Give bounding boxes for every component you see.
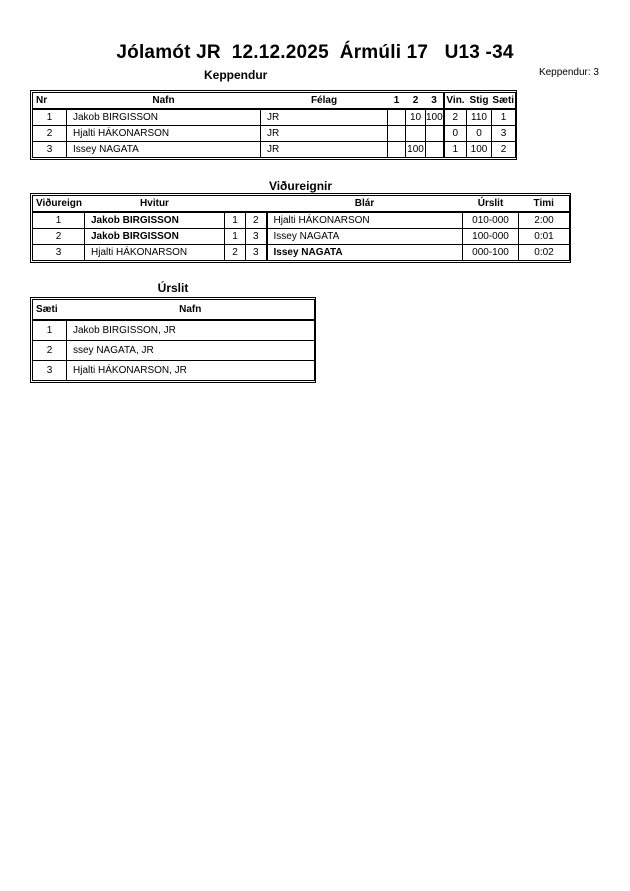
cell-nafn: Issey NAGATA [67, 142, 261, 158]
keppendur-table-grid [32, 92, 516, 158]
cell-round-3 [426, 142, 444, 158]
keppendur-table [30, 90, 517, 160]
urslit-header-row [33, 300, 315, 321]
table-row [33, 109, 516, 126]
col-header-hvitur: Hvitur [85, 196, 225, 213]
cell-saeti: 3 [33, 361, 67, 381]
vidureignir-table [30, 193, 571, 263]
cell-round-1 [388, 109, 406, 126]
participants-count: Keppendur: 3 [538, 67, 599, 78]
table-row [33, 126, 516, 142]
cell-urslit: 010-000 [463, 212, 519, 229]
cell-nr: 3 [33, 142, 67, 158]
col-header-spacer [225, 196, 246, 213]
table-row [33, 142, 516, 158]
urslit-section-title: Úrslit [157, 281, 189, 295]
col-header-urslit: Úrslit [463, 196, 519, 213]
cell-timi: 0:02 [519, 245, 570, 261]
col-header-vidureign: Viðureign [33, 196, 85, 213]
cell-urslit: 000-100 [463, 245, 519, 261]
cell-hvitur-nr: 1 [225, 229, 246, 245]
cell-stig: 0 [467, 126, 492, 142]
urslit-table [30, 297, 316, 383]
cell-blar-name: Hjalti HÁKONARSON [267, 212, 463, 229]
cell-blar-nr: 3 [246, 245, 267, 261]
cell-urslit: 100-000 [463, 229, 519, 245]
col-header-saeti: Sæti [33, 300, 67, 321]
col-header-round-3: 3 [426, 93, 444, 110]
cell-timi: 0:01 [519, 229, 570, 245]
cell-saeti: 1 [492, 109, 516, 126]
cell-vin: 2 [444, 109, 467, 126]
cell-bout-nr: 2 [33, 229, 85, 245]
cell-blar-name: Issey NAGATA [267, 245, 463, 261]
col-header-nafn: Nafn [67, 300, 315, 321]
cell-nr: 2 [33, 126, 67, 142]
keppendur-section-title: Keppendur [204, 68, 268, 82]
cell-round-1 [388, 126, 406, 142]
cell-nafn: Hjalti HÁKONARSON [67, 126, 261, 142]
cell-vin: 1 [444, 142, 467, 158]
page-title: Jólamót JR 12.12.2025 Ármúli 17 U13 -34 [116, 42, 514, 63]
cell-saeti: 2 [33, 341, 67, 361]
table-row [33, 341, 315, 361]
vidureignir-table-grid [32, 195, 570, 261]
keppendur-header-row [33, 93, 516, 110]
cell-stig: 110 [467, 109, 492, 126]
cell-nafn: ssey NAGATA, JR [67, 341, 315, 361]
cell-timi: 2:00 [519, 212, 570, 229]
col-header-timi: Timi [519, 196, 570, 213]
cell-nafn: Jakob BIRGISSON [67, 109, 261, 126]
cell-round-2: 100 [406, 142, 426, 158]
cell-stig: 100 [467, 142, 492, 158]
cell-round-1 [388, 142, 406, 158]
cell-hvitur-name: Jakob BIRGISSON [85, 212, 225, 229]
cell-bout-nr: 1 [33, 212, 85, 229]
col-header-spacer [246, 196, 267, 213]
col-header-nafn: Nafn [67, 93, 261, 110]
col-header-vin: Vin. [444, 93, 467, 110]
col-header-felag: Félag [261, 93, 388, 110]
col-header-saeti: Sæti [492, 93, 516, 110]
col-header-blar: Blár [267, 196, 463, 213]
cell-round-3: 100 [426, 109, 444, 126]
cell-saeti: 2 [492, 142, 516, 158]
table-row [33, 245, 570, 261]
cell-round-2: 10 [406, 109, 426, 126]
cell-blar-nr: 3 [246, 229, 267, 245]
vidureignir-section-title: Viðureignir [268, 179, 333, 193]
cell-hvitur-name: Jakob BIRGISSON [85, 229, 225, 245]
cell-felag: JR [261, 142, 388, 158]
cell-hvitur-nr: 2 [225, 245, 246, 261]
table-row [33, 320, 315, 341]
col-header-round-1: 1 [388, 93, 406, 110]
cell-nafn: Hjalti HÁKONARSON, JR [67, 361, 315, 381]
cell-saeti: 1 [33, 320, 67, 341]
cell-hvitur-nr: 1 [225, 212, 246, 229]
cell-hvitur-name: Hjalti HÁKONARSON [85, 245, 225, 261]
cell-round-2 [406, 126, 426, 142]
col-header-nr: Nr [33, 93, 67, 110]
urslit-table-grid [32, 299, 315, 381]
cell-nafn: Jakob BIRGISSON, JR [67, 320, 315, 341]
cell-round-3 [426, 126, 444, 142]
cell-nr: 1 [33, 109, 67, 126]
cell-blar-nr: 2 [246, 212, 267, 229]
table-row [33, 229, 570, 245]
cell-blar-name: Issey NAGATA [267, 229, 463, 245]
table-row [33, 361, 315, 381]
cell-bout-nr: 3 [33, 245, 85, 261]
cell-saeti: 3 [492, 126, 516, 142]
col-header-stig: Stig [467, 93, 492, 110]
col-header-round-2: 2 [406, 93, 426, 110]
vidureignir-header-row [33, 196, 570, 213]
cell-vin: 0 [444, 126, 467, 142]
cell-felag: JR [261, 109, 388, 126]
table-row [33, 212, 570, 229]
cell-felag: JR [261, 126, 388, 142]
